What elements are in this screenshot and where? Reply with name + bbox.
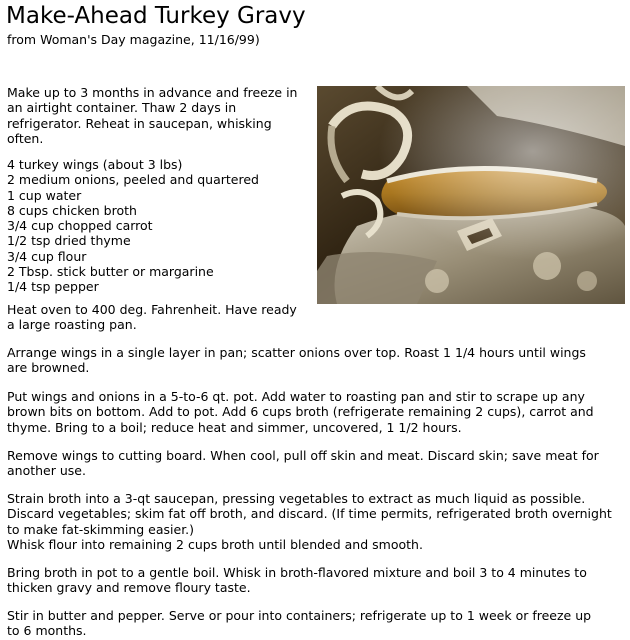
instruction-step-group: [7, 491, 617, 552]
instruction-step: Heat oven to 400 deg. Fahrenheit. Have ready a large roasting pan.: [7, 302, 297, 333]
ingredient-item: 1/4 tsp pepper: [7, 279, 99, 295]
gravy-boat-photo: [317, 86, 625, 304]
instruction-step: Strain broth into a 3-qt saucepan, pressing vegetables to extract as much liquid as possible. Discard vegetables; skim fat off broth, and discard. (If time permits, refrigerated broth overnight to make fat-skimming easier.): [7, 491, 612, 537]
ingredient-item: 4 turkey wings (about 3 lbs): [7, 157, 183, 172]
ingredient-item: 2 Tbsp. stick butter or margarine: [7, 264, 214, 280]
gravy-boat-illustration: [317, 86, 625, 304]
ingredient-list: [7, 157, 307, 295]
instruction-step: Put wings and onions in a 5-to-6 qt. pot. Add water to roasting pan and stir to scrape up any brown bits on bottom. Add to pot. Add 6 cups broth (refrigerate remaining 2 cups), carrot and thyme. Bring to a boil; reduce heat and simmer, uncovered, 1 1/2 hours.: [7, 389, 594, 435]
ingredient-item: 8 cups chicken broth: [7, 202, 137, 218]
ingredient-item: 1/2 tsp dried thyme: [7, 233, 131, 249]
instruction-step: Whisk flour into remaining 2 cups broth until blended and smooth.: [7, 536, 423, 552]
instruction-step: Remove wings to cutting board. When cool, pull off skin and meat. Discard skin; save meat for another use.: [7, 448, 599, 479]
recipe-intro: Make up to 3 months in advance and freeze in an airtight container. Thaw 2 days in refrigerator. Reheat in saucepan, whisking often.: [7, 85, 298, 146]
instruction-step: Stir in butter and pepper. Serve or pour into containers; refrigerate up to 1 week or freeze up to 6 months.: [7, 608, 592, 639]
ingredient-item: 3/4 cup flour: [7, 248, 87, 264]
recipe-title: Make-Ahead Turkey Gravy: [6, 3, 306, 29]
ingredient-item: 3/4 cup chopped carrot: [7, 218, 153, 234]
ingredient-item: 1 cup water: [7, 187, 82, 203]
instruction-step: Bring broth in pot to a gentle boil. Whisk in broth-flavored mixture and boil 3 to 4 minutes to thicken gravy and remove floury taste.: [7, 565, 587, 596]
ingredient-item: 2 medium onions, peeled and quartered: [7, 172, 259, 188]
recipe-source: from Woman's Day magazine, 11/16/99): [7, 32, 260, 47]
instruction-step: Arrange wings in a single layer in pan; scatter onions over top. Roast 1 1/4 hours until wings are browned.: [7, 345, 586, 376]
